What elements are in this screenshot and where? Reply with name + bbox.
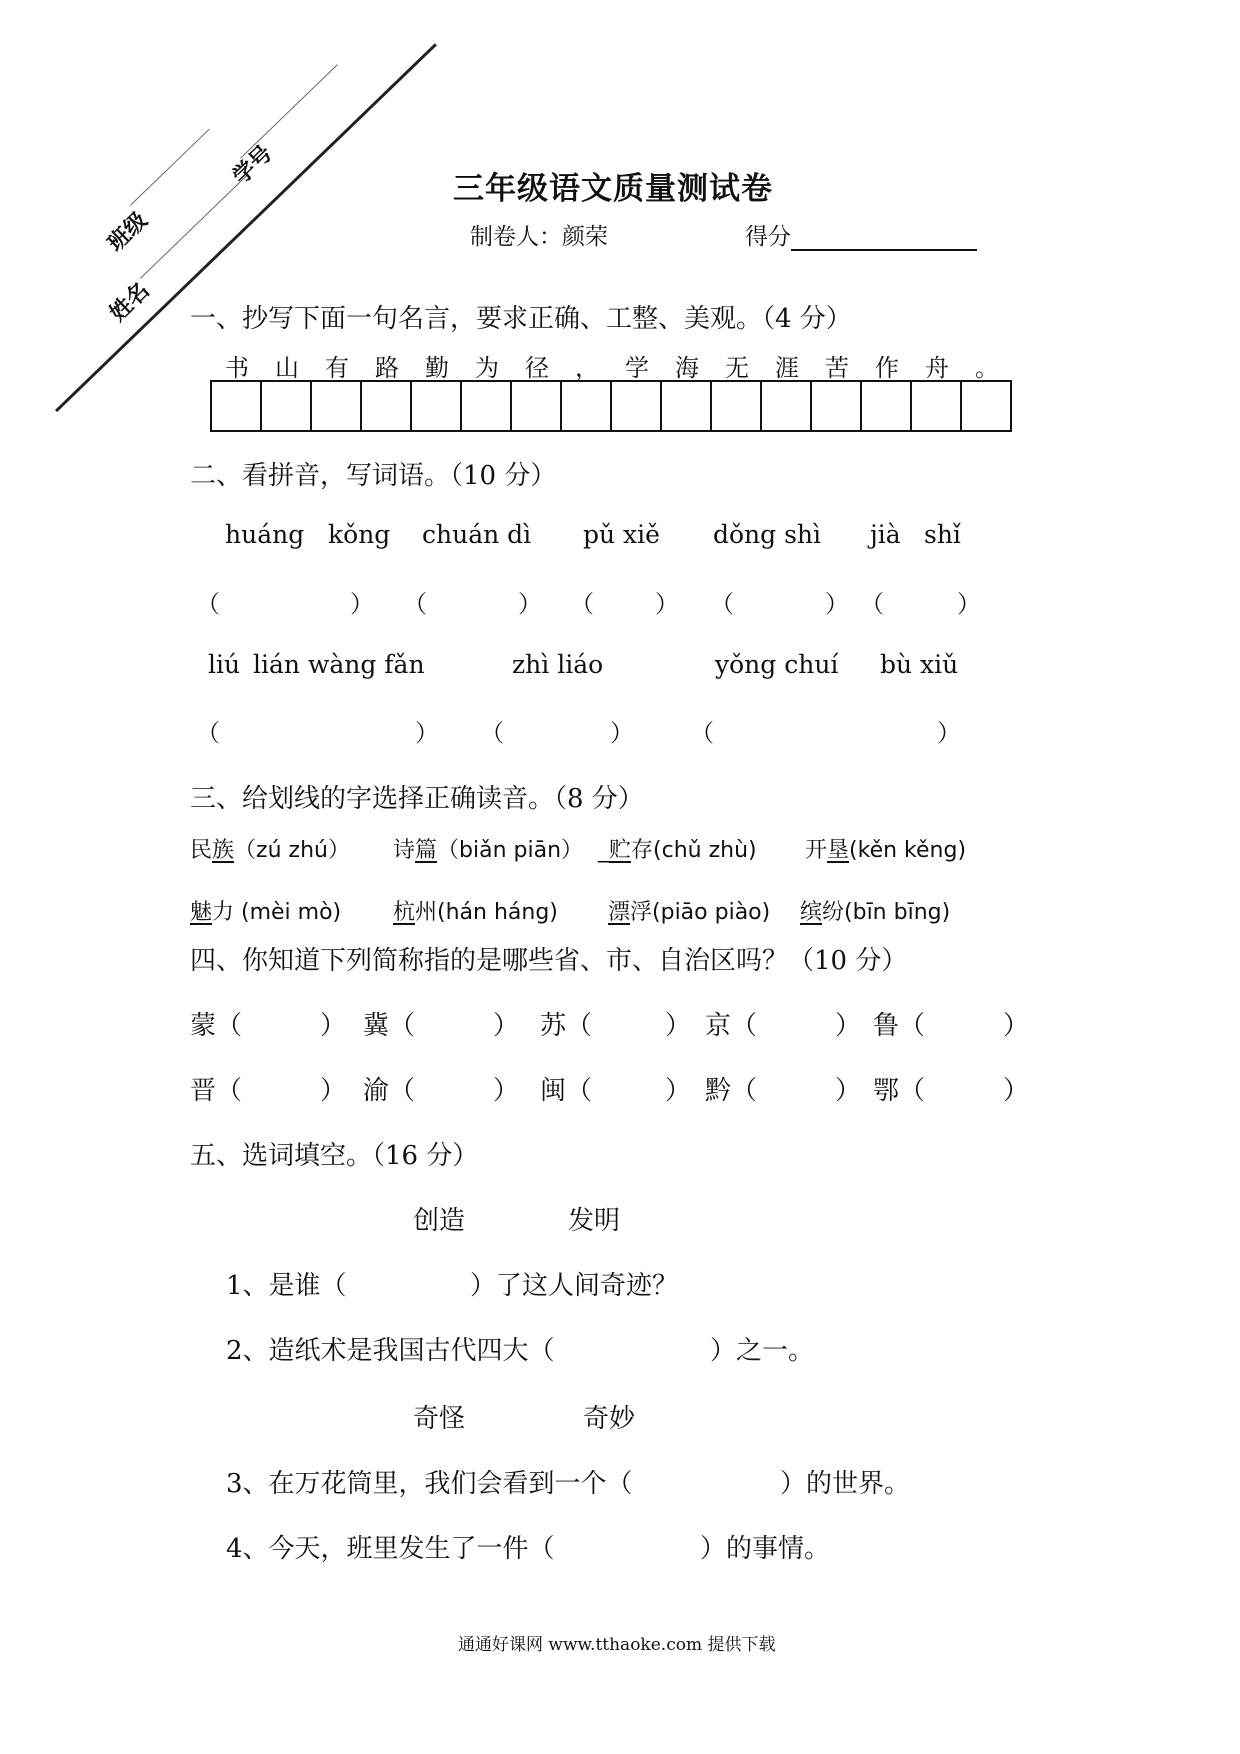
paren-open: （: [196, 719, 220, 747]
score-field: [745, 218, 977, 251]
motto-char: 径: [525, 354, 549, 382]
word-option: 奇怪: [413, 1404, 466, 1434]
score-label: 得分: [745, 224, 791, 250]
motto-char: 为: [475, 354, 499, 382]
motto-char: 涯: [775, 354, 799, 382]
motto-char: 有: [325, 354, 349, 382]
abbr-item: 闽（: [540, 1076, 593, 1106]
reading-item[interactable]: 漂浮(piāo piào): [608, 900, 771, 925]
motto-char: 书: [225, 354, 249, 382]
reading-item[interactable]: _贮存(chǔ zhù): [598, 838, 757, 863]
paren-close: ）: [415, 719, 439, 747]
paren-close: ）: [835, 1076, 862, 1106]
reading-item[interactable]: 诗篇（biǎn piān）: [393, 838, 584, 863]
grid-cell[interactable]: [912, 382, 962, 430]
motto-char: ，: [575, 354, 599, 382]
grid-cell[interactable]: [812, 382, 862, 430]
pinyin: chuán dì: [422, 520, 532, 549]
paren-open: （: [690, 719, 714, 747]
pinyin: zhì liáo: [512, 650, 604, 679]
q1-motto: [212, 348, 1012, 383]
pinyin: dǒng shì: [713, 520, 822, 549]
paren-close: ）: [1003, 1011, 1030, 1041]
pinyin: liú: [208, 650, 241, 679]
reading-item[interactable]: 缤纷(bīn bīng): [800, 900, 951, 925]
reading-item[interactable]: 杭州(hán háng): [393, 900, 558, 925]
word-option: 发明: [568, 1206, 621, 1236]
motto-char: 作: [875, 354, 899, 382]
grid-cell[interactable]: [712, 382, 762, 430]
motto-char: 学: [625, 354, 649, 382]
paren-close: ）: [655, 590, 679, 618]
paren-close: ）: [493, 1076, 520, 1106]
word-option: 创造: [413, 1206, 466, 1236]
paren-open: （: [403, 590, 427, 618]
abbr-item: 渝（: [363, 1076, 416, 1106]
motto-char: 山: [275, 354, 299, 382]
grid-cell[interactable]: [362, 382, 412, 430]
motto-char: 路: [375, 354, 399, 382]
pinyin: lián wàng fǎn: [253, 650, 425, 679]
grid-cell[interactable]: [512, 382, 562, 430]
paren-open: （: [710, 590, 734, 618]
pinyin: shǐ: [924, 520, 961, 549]
grid-cell[interactable]: [662, 382, 712, 430]
paren-close: ）: [957, 590, 981, 618]
abbr-item: 黔（: [705, 1076, 758, 1106]
motto-char: 海: [675, 354, 699, 382]
paren-close: ）: [835, 1011, 862, 1041]
reading-item[interactable]: 民族（zú zhú）: [190, 838, 350, 863]
paren-close: ）: [610, 719, 634, 747]
grid-cell[interactable]: [412, 382, 462, 430]
abbr-item: 鲁（: [873, 1011, 926, 1041]
q4-title: 四、你知道下列简称指的是哪些省、市、自治区吗？（10 分）: [190, 946, 908, 976]
motto-char: 苦: [825, 354, 849, 382]
id-label: 学号: [228, 141, 278, 190]
q2-title: 二、看拼音，写词语。（10 分）: [190, 461, 557, 491]
motto-char: 舟: [925, 354, 949, 382]
paren-close: ）: [350, 590, 374, 618]
word-option: 奇妙: [583, 1404, 636, 1434]
paren-close: ）: [825, 590, 849, 618]
grid-cell[interactable]: [762, 382, 812, 430]
q3-title: 三、给划线的字选择正确读音。（8 分）: [190, 784, 644, 814]
grid-cell[interactable]: [562, 382, 612, 430]
abbr-item: 京（: [705, 1011, 758, 1041]
paren-open: （: [480, 719, 504, 747]
abbr-item: 鄂（: [873, 1076, 926, 1106]
author-line: 制卷人：颜荣: [470, 224, 608, 250]
paren-close: ）: [937, 719, 961, 747]
abbr-item: 冀（: [363, 1011, 416, 1041]
footer-credit: 通通好课网 www.tthaoke.com 提供下载: [458, 1635, 776, 1655]
pinyin: kǒng: [328, 520, 391, 549]
score-blank[interactable]: [791, 227, 977, 251]
abbr-item: 晋（: [190, 1076, 243, 1106]
reading-item[interactable]: 开垦(kěn kěng): [805, 838, 967, 863]
reading-item[interactable]: 魅力 (mèi mò): [190, 900, 342, 925]
name-label: 姓名: [105, 278, 155, 327]
motto-char: 勤: [425, 354, 449, 382]
page-title: 三年级语文质量测试卷: [453, 171, 773, 207]
class-underline: [130, 129, 210, 206]
grid-cell[interactable]: [312, 382, 362, 430]
paren-open: （: [570, 590, 594, 618]
grid-cell[interactable]: [462, 382, 512, 430]
paren-close: ）: [320, 1011, 347, 1041]
pinyin: huáng: [225, 520, 305, 549]
pinyin: bù xiǔ: [880, 650, 959, 679]
paren-close: ）: [1003, 1076, 1030, 1106]
grid-cell[interactable]: [262, 382, 312, 430]
pinyin: jià: [870, 520, 901, 549]
q1-writing-grid[interactable]: [210, 380, 1012, 432]
paren-close: ）: [665, 1011, 692, 1041]
q5-title: 五、选词填空。（16 分）: [190, 1141, 479, 1171]
abbr-item: 苏（: [540, 1011, 593, 1041]
grid-cell[interactable]: [612, 382, 662, 430]
motto-char: 。: [975, 354, 999, 382]
paren-close: ）: [320, 1076, 347, 1106]
pinyin: yǒng chuí: [715, 650, 839, 679]
motto-char: 无: [725, 354, 749, 382]
name-underline: [140, 174, 249, 279]
abbr-item: 蒙（: [190, 1011, 243, 1041]
class-label: 班级: [103, 208, 153, 257]
pinyin: pǔ xiě: [583, 520, 660, 549]
paren-close: ）: [493, 1011, 520, 1041]
paren-open: （: [860, 590, 884, 618]
paren-close: ）: [665, 1076, 692, 1106]
paren-open: （: [196, 590, 220, 618]
paren-close: ）: [518, 590, 542, 618]
grid-cell[interactable]: [212, 382, 262, 430]
grid-cell[interactable]: [962, 382, 1010, 430]
grid-cell[interactable]: [862, 382, 912, 430]
q1-title: 一、抄写下面一句名言，要求正确、工整、美观。（4 分）: [190, 304, 852, 334]
